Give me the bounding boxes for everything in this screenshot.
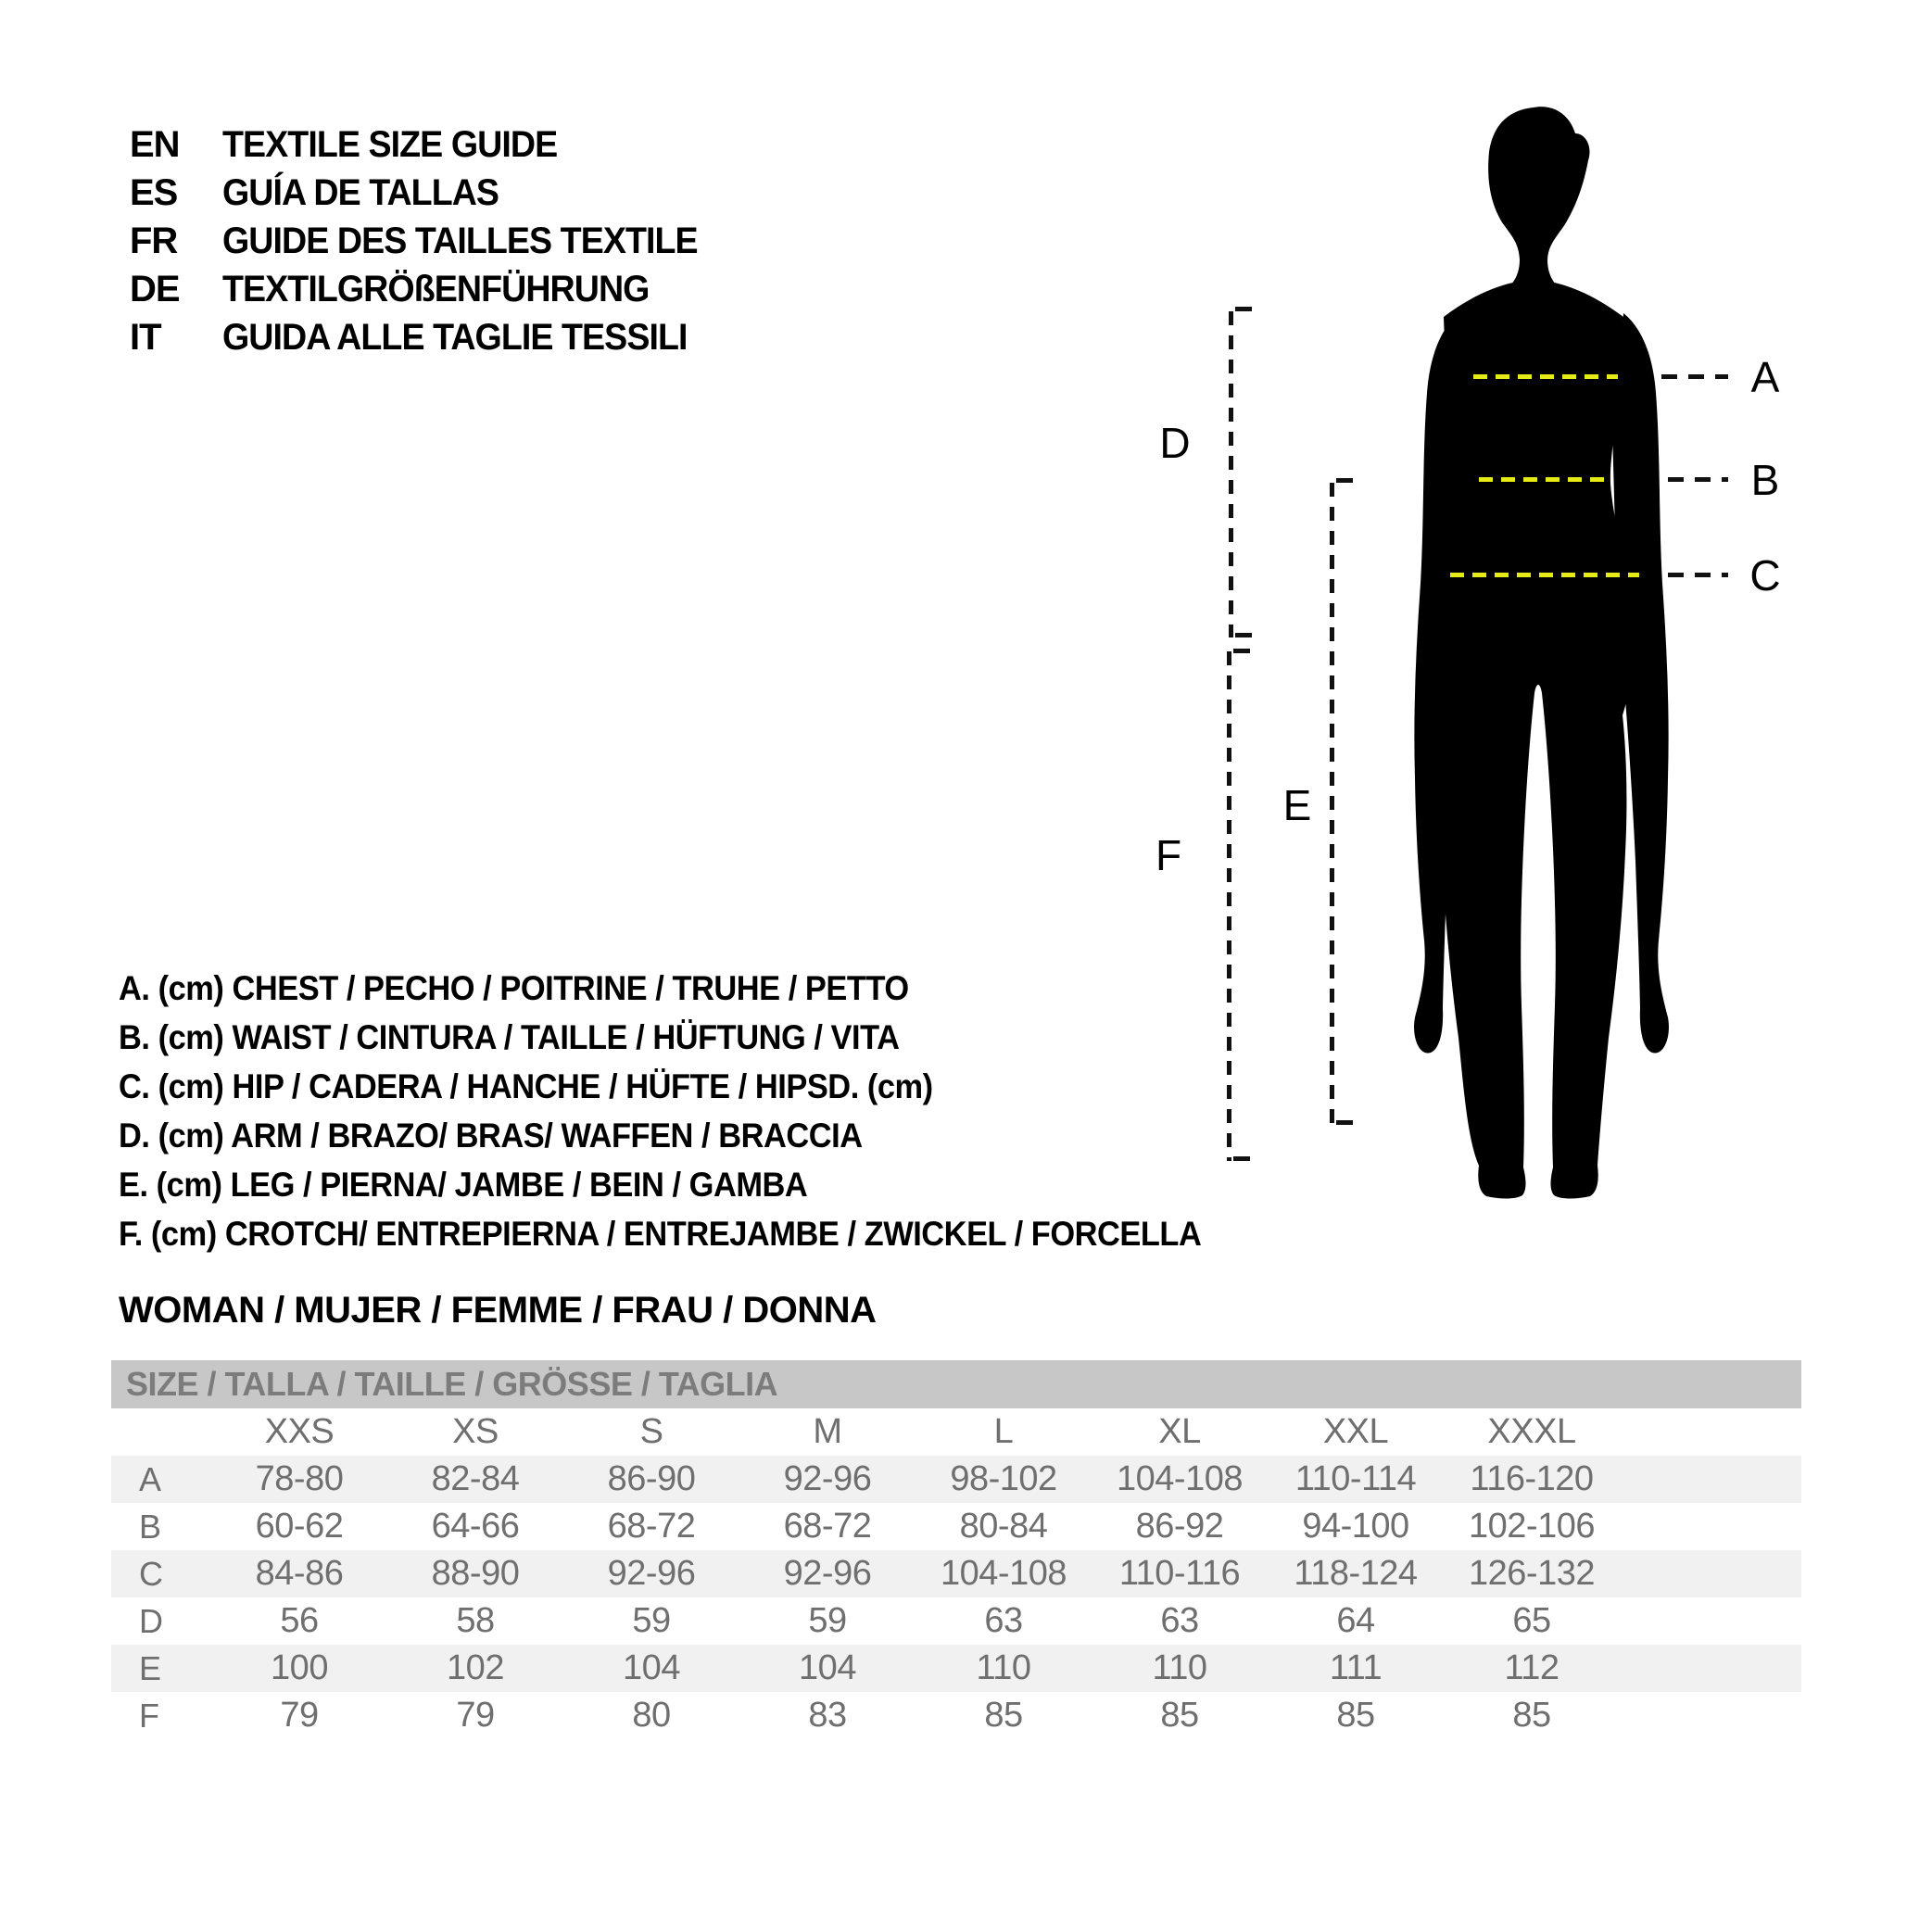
cell-d-xxl: 64 [1336,1601,1375,1640]
cell-d-m: 59 [808,1601,847,1640]
cell-c-xl: 110-116 [1118,1554,1241,1593]
woman-silhouette [1415,102,1668,1199]
cell-a-m: 92-96 [783,1459,872,1498]
cell-a-s: 86-90 [607,1459,696,1498]
cell-b-xxs: 60-62 [255,1507,344,1546]
cell-e-m: 104 [799,1648,856,1687]
row-label: E [139,1649,162,1687]
row-label: C [139,1555,163,1593]
lang-title-de: TEXTILGRÖßENFÜHRUNG [222,269,650,309]
cell-c-l: 104-108 [941,1554,1067,1593]
lang-title-it: GUIDA ALLE TAGLIE TESSILI [222,317,688,358]
cell-d-xl: 63 [1160,1601,1199,1640]
cell-b-xs: 64-66 [431,1507,520,1546]
cell-d-xxs: 56 [280,1601,319,1640]
cell-f-xxs: 79 [280,1696,319,1735]
cell-a-xxs: 78-80 [255,1459,344,1498]
row-label: D [139,1602,163,1640]
lang-row-de [130,265,964,313]
chest-label: A [1750,353,1780,401]
waist-label: B [1750,456,1780,504]
legend-item-crotch: F. (cm) CROTCH/ ENTREPIERNA / ENTREJAMBE / ZWICKEL / FORCELLA [119,1215,1202,1253]
cell-e-xxs: 100 [271,1648,328,1687]
cell-d-xs: 58 [456,1601,495,1640]
cell-a-l: 98-102 [950,1459,1057,1498]
cell-b-xxl: 94-100 [1302,1507,1409,1546]
crotch-line-top-cap [1233,649,1250,653]
size-table-band: SIZE / TALLA / TAILLE / GRÖSSE / TAGLIA [111,1360,1801,1408]
legend-item-hip: C. (cm) HIP / CADERA / HANCHE / HÜFTE / HIPSD. (cm) [119,1067,933,1105]
lang-code-de: DE [130,269,180,309]
crotch-measure-line [1227,651,1231,1161]
cell-f-m: 83 [808,1696,847,1735]
hip-measure-line [1450,573,1639,577]
table-row-e [111,1645,1801,1692]
lang-title-en: TEXTILE SIZE GUIDE [222,124,558,165]
cell-f-xl: 85 [1160,1696,1199,1735]
cell-c-xxs: 84-86 [255,1554,344,1593]
cell-c-m: 92-96 [783,1554,872,1593]
table-row-b [111,1503,1801,1550]
cell-f-xs: 79 [456,1696,495,1735]
crotch-label: F [1155,831,1182,879]
table-row-f [111,1692,1801,1739]
legend-item-arm: D. (cm) ARM / BRAZO/ BRAS/ WAFFEN / BRACCIA [119,1117,863,1155]
leg-measure-line [1330,483,1334,1126]
cell-f-xxl: 85 [1336,1696,1375,1735]
row-label: A [139,1460,162,1498]
language-title-block [130,120,964,361]
section-title-woman: WOMAN / MUJER / FEMME / FRAU / DONNA [119,1290,877,1331]
cell-b-xl: 86-92 [1135,1507,1224,1546]
lang-code-fr: FR [130,221,178,261]
hip-leader-line [1668,573,1728,577]
chest-measure-line [1473,374,1618,379]
lang-row-es [130,169,964,217]
leg-label: E [1282,781,1312,829]
arm-line-bottom-cap [1235,633,1252,637]
lang-code-es: ES [130,172,178,213]
lang-code-it: IT [130,317,161,358]
row-label: F [139,1697,159,1735]
legend-item-chest: A. (cm) CHEST / PECHO / POITRINE / TRUHE / PETTO [119,969,909,1007]
row-label: B [139,1508,162,1546]
chest-leader-line [1661,374,1728,379]
size-header-empty-cell [111,1408,211,1456]
silhouette-head [1488,107,1589,288]
arm-measure-line [1229,311,1233,637]
cell-b-xxxl: 102-106 [1469,1507,1595,1546]
cell-e-xxl: 111 [1329,1648,1383,1687]
cell-b-l: 80-84 [959,1507,1048,1546]
cell-c-xs: 88-90 [431,1554,520,1593]
leg-line-bottom-cap [1336,1120,1353,1125]
cell-e-xxxl: 112 [1504,1648,1559,1687]
crotch-line-bottom-cap [1233,1156,1250,1161]
lang-row-en [130,120,964,169]
cell-a-xs: 82-84 [431,1459,520,1498]
leg-line-top-cap [1336,478,1353,483]
size-table [111,1360,1801,1739]
cell-b-s: 68-72 [607,1507,696,1546]
size-col-xxs: XXS [264,1412,335,1451]
size-col-xs: XS [452,1412,499,1451]
measurement-legend [119,964,1202,1258]
size-header-row [111,1408,1801,1456]
legend-item-leg: E. (cm) LEG / PIERNA/ JAMBE / BEIN / GAMBA [119,1166,808,1204]
cell-f-s: 80 [632,1696,671,1735]
cell-a-xxxl: 116-120 [1470,1459,1594,1498]
size-col-xxl: XXL [1322,1412,1389,1451]
arm-line-top-cap [1235,307,1252,311]
waist-measure-line [1479,477,1610,482]
size-col-s: S [639,1412,663,1451]
size-col-m: M [813,1412,842,1451]
cell-c-s: 92-96 [607,1554,696,1593]
cell-d-xxxl: 65 [1512,1601,1551,1640]
legend-item-waist: B. (cm) WAIST / CINTURA / TAILLE / HÜFTUNG / VITA [119,1018,900,1056]
table-row-a [111,1456,1801,1503]
lang-code-en: EN [130,124,180,165]
cell-d-l: 63 [984,1601,1023,1640]
cell-d-s: 59 [632,1601,671,1640]
cell-e-xl: 110 [1152,1648,1207,1687]
waist-leader-line [1668,477,1728,482]
cell-a-xxl: 110-114 [1294,1459,1417,1498]
size-col-xxxl: XXXL [1487,1412,1576,1451]
cell-f-l: 85 [984,1696,1023,1735]
lang-title-fr: GUIDE DES TAILLES TEXTILE [222,221,698,261]
cell-c-xxxl: 126-132 [1469,1554,1595,1593]
lang-title-es: GUÍA DE TALLAS [222,172,499,213]
cell-c-xxl: 118-124 [1294,1554,1418,1593]
size-col-xl: XL [1158,1412,1201,1451]
table-row-d [111,1597,1801,1645]
cell-e-l: 110 [976,1648,1031,1687]
table-row-c [111,1550,1801,1597]
arm-label: D [1159,419,1191,467]
cell-f-xxxl: 85 [1512,1696,1551,1735]
lang-row-fr [130,217,964,265]
size-col-l: L [993,1412,1014,1451]
cell-e-s: 104 [623,1648,680,1687]
cell-a-xl: 104-108 [1117,1459,1243,1498]
hip-label: C [1749,551,1781,599]
lang-row-it [130,313,964,361]
cell-b-m: 68-72 [783,1507,872,1546]
cell-e-xs: 102 [447,1648,504,1687]
